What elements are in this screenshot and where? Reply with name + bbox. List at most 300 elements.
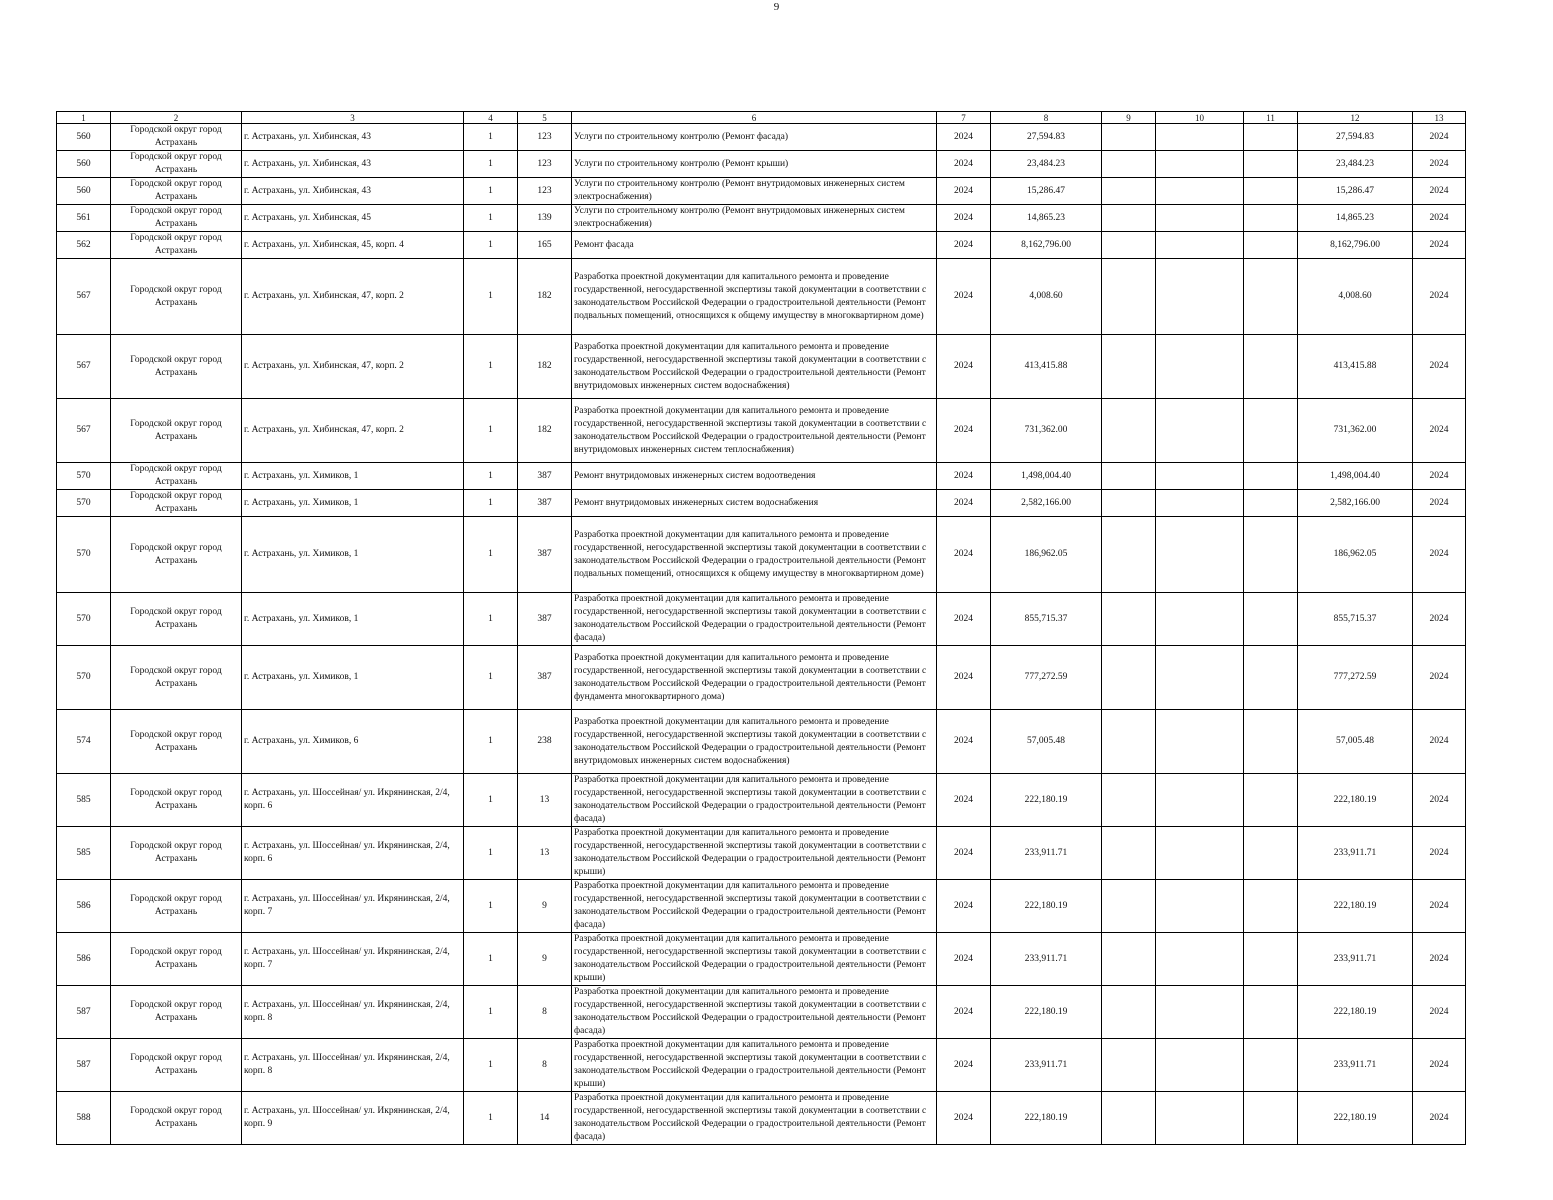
- column-4-cell: 1: [464, 1092, 518, 1145]
- column-11-cell: [1244, 399, 1298, 463]
- column-4-cell: 1: [464, 399, 518, 463]
- row-number-cell: 570: [57, 646, 111, 710]
- work-description-cell: Разработка проектной документации для капитального ремонта и проведение государственной, негосударственной экспертизы такой документации в соответствии с законодательством Российской Федерации о градостроительной деятельности (Ремонт фасада): [572, 986, 937, 1039]
- column-number-row: [57, 112, 1466, 124]
- work-description-cell: Услуги по строительному контролю (Ремонт внутридомовых инженерных систем электроснабжения): [572, 178, 937, 205]
- address-cell: г. Астрахань, ул. Химиков, 1: [242, 517, 464, 593]
- column-11-cell: [1244, 178, 1298, 205]
- municipality-cell: Городской округ город Астрахань: [111, 259, 242, 335]
- work-description-cell: Разработка проектной документации для капитального ремонта и проведение государственной, негосударственной экспертизы такой документации в соответствии с законодательством Российской Федерации о градостроительной деятельности (Ремонт фасада): [572, 774, 937, 827]
- column-13-cell: 2024: [1413, 986, 1466, 1039]
- column-header: 6: [572, 112, 937, 124]
- row-number-cell: 567: [57, 335, 111, 399]
- row-number-cell: 560: [57, 151, 111, 178]
- address-cell: г. Астрахань, ул. Шоссейная/ ул. Икрянинская, 2/4, корп. 7: [242, 880, 464, 933]
- column-10-cell: [1156, 205, 1244, 232]
- column-5-cell: 182: [518, 399, 572, 463]
- column-5-cell: 182: [518, 259, 572, 335]
- column-13-cell: 2024: [1413, 463, 1466, 490]
- year-cell: 2024: [937, 490, 991, 517]
- work-description-cell: Разработка проектной документации для капитального ремонта и проведение государственной, негосударственной экспертизы такой документации в соответствии с законодательством Российской Федерации о градостроительной деятельности (Ремонт фасада): [572, 1092, 937, 1145]
- table-row: [57, 646, 1466, 710]
- table-row: [57, 151, 1466, 178]
- column-12-cell: 413,415.88: [1298, 335, 1413, 399]
- table-row: [57, 490, 1466, 517]
- table-row: [57, 986, 1466, 1039]
- year-cell: 2024: [937, 259, 991, 335]
- column-12-cell: 222,180.19: [1298, 1092, 1413, 1145]
- table-row: [57, 205, 1466, 232]
- work-description-cell: Разработка проектной документации для капитального ремонта и проведение государственной, негосударственной экспертизы такой документации в соответствии с законодательством Российской Федерации о градостроительной деятельности (Ремонт крыши): [572, 1039, 937, 1092]
- column-9-cell: [1102, 124, 1156, 151]
- cost-cell: 186,962.05: [991, 517, 1102, 593]
- column-13-cell: 2024: [1413, 335, 1466, 399]
- table-row: [57, 774, 1466, 827]
- column-12-cell: 222,180.19: [1298, 986, 1413, 1039]
- table-row: [57, 827, 1466, 880]
- column-11-cell: [1244, 710, 1298, 774]
- municipality-cell: Городской округ город Астрахань: [111, 827, 242, 880]
- column-4-cell: 1: [464, 151, 518, 178]
- column-header: 12: [1298, 112, 1413, 124]
- row-number-cell: 587: [57, 1039, 111, 1092]
- cost-cell: 233,911.71: [991, 1039, 1102, 1092]
- year-cell: 2024: [937, 827, 991, 880]
- column-10-cell: [1156, 933, 1244, 986]
- table-row: [57, 1092, 1466, 1145]
- table-body: [57, 124, 1466, 1145]
- column-9-cell: [1102, 827, 1156, 880]
- column-5-cell: 9: [518, 933, 572, 986]
- column-11-cell: [1244, 593, 1298, 646]
- column-12-cell: 233,911.71: [1298, 1039, 1413, 1092]
- work-description-cell: Ремонт внутридомовых инженерных систем водоотведения: [572, 463, 937, 490]
- year-cell: 2024: [937, 986, 991, 1039]
- column-10-cell: [1156, 335, 1244, 399]
- column-12-cell: 14,865.23: [1298, 205, 1413, 232]
- row-number-cell: 570: [57, 593, 111, 646]
- column-10-cell: [1156, 646, 1244, 710]
- column-12-cell: 233,911.71: [1298, 933, 1413, 986]
- cost-cell: 2,582,166.00: [991, 490, 1102, 517]
- column-13-cell: 2024: [1413, 399, 1466, 463]
- column-4-cell: 1: [464, 232, 518, 259]
- year-cell: 2024: [937, 399, 991, 463]
- municipality-cell: Городской округ город Астрахань: [111, 232, 242, 259]
- work-description-cell: Ремонт фасада: [572, 232, 937, 259]
- column-11-cell: [1244, 646, 1298, 710]
- column-9-cell: [1102, 517, 1156, 593]
- address-cell: г. Астрахань, ул. Шоссейная/ ул. Икрянинская, 2/4, корп. 6: [242, 827, 464, 880]
- row-number-cell: 586: [57, 880, 111, 933]
- work-description-cell: Разработка проектной документации для капитального ремонта и проведение государственной, негосударственной экспертизы такой документации в соответствии с законодательством Российской Федерации о градостроительной деятельности (Ремонт фасада): [572, 880, 937, 933]
- table-row: [57, 517, 1466, 593]
- address-cell: г. Астрахань, ул. Шоссейная/ ул. Икрянинская, 2/4, корп. 6: [242, 774, 464, 827]
- column-11-cell: [1244, 463, 1298, 490]
- table-row: [57, 124, 1466, 151]
- address-cell: г. Астрахань, ул. Химиков, 6: [242, 710, 464, 774]
- row-number-cell: 586: [57, 933, 111, 986]
- cost-cell: 222,180.19: [991, 1092, 1102, 1145]
- work-description-cell: Разработка проектной документации для капитального ремонта и проведение государственной, негосударственной экспертизы такой документации в соответствии с законодательством Российской Федерации о градостроительной деятельности (Ремонт фундамента многоквартирного дома): [572, 646, 937, 710]
- column-12-cell: 57,005.48: [1298, 710, 1413, 774]
- row-number-cell: 588: [57, 1092, 111, 1145]
- work-description-cell: Разработка проектной документации для капитального ремонта и проведение государственной, негосударственной экспертизы такой документации в соответствии с законодательством Российской Федерации о градостроительной деятельности (Ремонт подвальных помещений, относящихся к общему имуществу в многоквартирном доме): [572, 259, 937, 335]
- cost-cell: 8,162,796.00: [991, 232, 1102, 259]
- municipality-cell: Городской округ город Астрахань: [111, 205, 242, 232]
- column-header: 7: [937, 112, 991, 124]
- cost-cell: 14,865.23: [991, 205, 1102, 232]
- address-cell: г. Астрахань, ул. Химиков, 1: [242, 646, 464, 710]
- column-10-cell: [1156, 1092, 1244, 1145]
- cost-cell: 23,484.23: [991, 151, 1102, 178]
- column-13-cell: 2024: [1413, 827, 1466, 880]
- column-5-cell: 8: [518, 986, 572, 1039]
- column-4-cell: 1: [464, 463, 518, 490]
- column-13-cell: 2024: [1413, 774, 1466, 827]
- cost-cell: 15,286.47: [991, 178, 1102, 205]
- column-13-cell: 2024: [1413, 517, 1466, 593]
- column-4-cell: 1: [464, 490, 518, 517]
- table-row: [57, 232, 1466, 259]
- row-number-cell: 562: [57, 232, 111, 259]
- column-9-cell: [1102, 1039, 1156, 1092]
- cost-cell: 222,180.19: [991, 880, 1102, 933]
- column-4-cell: 1: [464, 259, 518, 335]
- column-13-cell: 2024: [1413, 880, 1466, 933]
- table-row: [57, 593, 1466, 646]
- year-cell: 2024: [937, 933, 991, 986]
- column-9-cell: [1102, 646, 1156, 710]
- column-10-cell: [1156, 124, 1244, 151]
- column-header: 1: [57, 112, 111, 124]
- column-5-cell: 13: [518, 774, 572, 827]
- address-cell: г. Астрахань, ул. Хибинская, 43: [242, 151, 464, 178]
- address-cell: г. Астрахань, ул. Хибинская, 45: [242, 205, 464, 232]
- column-10-cell: [1156, 463, 1244, 490]
- column-header: 13: [1413, 112, 1466, 124]
- address-cell: г. Астрахань, ул. Химиков, 1: [242, 490, 464, 517]
- address-cell: г. Астрахань, ул. Химиков, 1: [242, 463, 464, 490]
- column-4-cell: 1: [464, 880, 518, 933]
- column-11-cell: [1244, 827, 1298, 880]
- table-row: [57, 335, 1466, 399]
- table-row: [57, 880, 1466, 933]
- row-number-cell: 561: [57, 205, 111, 232]
- year-cell: 2024: [937, 124, 991, 151]
- column-12-cell: 233,911.71: [1298, 827, 1413, 880]
- column-11-cell: [1244, 986, 1298, 1039]
- column-4-cell: 1: [464, 986, 518, 1039]
- column-5-cell: 9: [518, 880, 572, 933]
- column-11-cell: [1244, 124, 1298, 151]
- work-description-cell: Услуги по строительному контролю (Ремонт фасада): [572, 124, 937, 151]
- column-10-cell: [1156, 1039, 1244, 1092]
- column-10-cell: [1156, 151, 1244, 178]
- column-12-cell: 222,180.19: [1298, 774, 1413, 827]
- column-header: 8: [991, 112, 1102, 124]
- column-5-cell: 238: [518, 710, 572, 774]
- work-description-cell: Разработка проектной документации для капитального ремонта и проведение государственной, негосударственной экспертизы такой документации в соответствии с законодательством Российской Федерации о градостроительной деятельности (Ремонт внутридомовых инженерных систем водоснабжения): [572, 710, 937, 774]
- municipality-cell: Городской округ город Астрахань: [111, 593, 242, 646]
- column-10-cell: [1156, 259, 1244, 335]
- column-13-cell: 2024: [1413, 1039, 1466, 1092]
- column-11-cell: [1244, 232, 1298, 259]
- column-5-cell: 387: [518, 463, 572, 490]
- column-11-cell: [1244, 151, 1298, 178]
- municipality-cell: Городской округ город Астрахань: [111, 774, 242, 827]
- column-header: 11: [1244, 112, 1298, 124]
- row-number-cell: 585: [57, 827, 111, 880]
- column-12-cell: 186,962.05: [1298, 517, 1413, 593]
- table-row: [57, 399, 1466, 463]
- cost-cell: 222,180.19: [991, 986, 1102, 1039]
- column-13-cell: 2024: [1413, 710, 1466, 774]
- cost-cell: 222,180.19: [991, 774, 1102, 827]
- year-cell: 2024: [937, 1039, 991, 1092]
- column-10-cell: [1156, 490, 1244, 517]
- row-number-cell: 570: [57, 490, 111, 517]
- column-13-cell: 2024: [1413, 933, 1466, 986]
- municipality-cell: Городской округ город Астрахань: [111, 1092, 242, 1145]
- column-header: 3: [242, 112, 464, 124]
- address-cell: г. Астрахань, ул. Хибинская, 43: [242, 124, 464, 151]
- column-9-cell: [1102, 933, 1156, 986]
- year-cell: 2024: [937, 232, 991, 259]
- column-9-cell: [1102, 1092, 1156, 1145]
- column-9-cell: [1102, 986, 1156, 1039]
- year-cell: 2024: [937, 774, 991, 827]
- municipality-cell: Городской округ город Астрахань: [111, 178, 242, 205]
- year-cell: 2024: [937, 880, 991, 933]
- column-9-cell: [1102, 259, 1156, 335]
- column-10-cell: [1156, 710, 1244, 774]
- column-10-cell: [1156, 774, 1244, 827]
- column-10-cell: [1156, 880, 1244, 933]
- column-4-cell: 1: [464, 205, 518, 232]
- column-11-cell: [1244, 490, 1298, 517]
- year-cell: 2024: [937, 1092, 991, 1145]
- column-12-cell: 15,286.47: [1298, 178, 1413, 205]
- page-number: 9: [773, 1, 780, 13]
- column-9-cell: [1102, 232, 1156, 259]
- work-description-cell: Услуги по строительному контролю (Ремонт внутридомовых инженерных систем электроснабжения): [572, 205, 937, 232]
- column-10-cell: [1156, 178, 1244, 205]
- address-cell: г. Астрахань, ул. Хибинская, 45, корп. 4: [242, 232, 464, 259]
- column-4-cell: 1: [464, 593, 518, 646]
- table-row: [57, 463, 1466, 490]
- municipality-cell: Городской округ город Астрахань: [111, 490, 242, 517]
- column-13-cell: 2024: [1413, 178, 1466, 205]
- column-10-cell: [1156, 399, 1244, 463]
- municipality-cell: Городской округ город Астрахань: [111, 646, 242, 710]
- column-11-cell: [1244, 517, 1298, 593]
- row-number-cell: 560: [57, 178, 111, 205]
- year-cell: 2024: [937, 646, 991, 710]
- column-10-cell: [1156, 986, 1244, 1039]
- column-9-cell: [1102, 151, 1156, 178]
- municipality-cell: Городской округ город Астрахань: [111, 880, 242, 933]
- column-11-cell: [1244, 933, 1298, 986]
- column-header: 2: [111, 112, 242, 124]
- column-4-cell: 1: [464, 517, 518, 593]
- column-13-cell: 2024: [1413, 151, 1466, 178]
- column-9-cell: [1102, 710, 1156, 774]
- column-9-cell: [1102, 178, 1156, 205]
- column-13-cell: 2024: [1413, 259, 1466, 335]
- work-description-cell: Разработка проектной документации для капитального ремонта и проведение государственной, негосударственной экспертизы такой документации в соответствии с законодательством Российской Федерации о градостроительной деятельности (Ремонт крыши): [572, 933, 937, 986]
- year-cell: 2024: [937, 335, 991, 399]
- column-12-cell: 222,180.19: [1298, 880, 1413, 933]
- address-cell: г. Астрахань, ул. Хибинская, 47, корп. 2: [242, 399, 464, 463]
- work-description-cell: Разработка проектной документации для капитального ремонта и проведение государственной, негосударственной экспертизы такой документации в соответствии с законодательством Российской Федерации о градостроительной деятельности (Ремонт внутридомовых инженерных систем теплоснабжения): [572, 399, 937, 463]
- column-11-cell: [1244, 1039, 1298, 1092]
- column-10-cell: [1156, 593, 1244, 646]
- table-row: [57, 1039, 1466, 1092]
- column-12-cell: 8,162,796.00: [1298, 232, 1413, 259]
- address-cell: г. Астрахань, ул. Химиков, 1: [242, 593, 464, 646]
- column-5-cell: 8: [518, 1039, 572, 1092]
- column-13-cell: 2024: [1413, 205, 1466, 232]
- municipality-cell: Городской округ город Астрахань: [111, 399, 242, 463]
- row-number-cell: 570: [57, 463, 111, 490]
- column-5-cell: 123: [518, 124, 572, 151]
- column-11-cell: [1244, 880, 1298, 933]
- cost-cell: 4,008.60: [991, 259, 1102, 335]
- year-cell: 2024: [937, 463, 991, 490]
- row-number-cell: 567: [57, 259, 111, 335]
- row-number-cell: 585: [57, 774, 111, 827]
- table-row: [57, 710, 1466, 774]
- year-cell: 2024: [937, 593, 991, 646]
- column-13-cell: 2024: [1413, 593, 1466, 646]
- column-9-cell: [1102, 774, 1156, 827]
- cost-cell: 57,005.48: [991, 710, 1102, 774]
- column-4-cell: 1: [464, 1039, 518, 1092]
- column-5-cell: 387: [518, 646, 572, 710]
- address-cell: г. Астрахань, ул. Хибинская, 47, корп. 2: [242, 259, 464, 335]
- column-9-cell: [1102, 399, 1156, 463]
- column-11-cell: [1244, 259, 1298, 335]
- year-cell: 2024: [937, 710, 991, 774]
- address-cell: г. Астрахань, ул. Хибинская, 43: [242, 178, 464, 205]
- column-12-cell: 2,582,166.00: [1298, 490, 1413, 517]
- column-9-cell: [1102, 490, 1156, 517]
- cost-cell: 233,911.71: [991, 933, 1102, 986]
- column-5-cell: 123: [518, 151, 572, 178]
- row-number-cell: 570: [57, 517, 111, 593]
- column-4-cell: 1: [464, 124, 518, 151]
- column-10-cell: [1156, 827, 1244, 880]
- work-description-cell: Услуги по строительному контролю (Ремонт крыши): [572, 151, 937, 178]
- column-11-cell: [1244, 205, 1298, 232]
- address-cell: г. Астрахань, ул. Хибинская, 47, корп. 2: [242, 335, 464, 399]
- column-header: 5: [518, 112, 572, 124]
- column-13-cell: 2024: [1413, 646, 1466, 710]
- column-11-cell: [1244, 1092, 1298, 1145]
- cost-cell: 27,594.83: [991, 124, 1102, 151]
- column-11-cell: [1244, 774, 1298, 827]
- column-5-cell: 123: [518, 178, 572, 205]
- column-12-cell: 855,715.37: [1298, 593, 1413, 646]
- column-13-cell: 2024: [1413, 124, 1466, 151]
- municipality-cell: Городской округ город Астрахань: [111, 986, 242, 1039]
- column-5-cell: 165: [518, 232, 572, 259]
- column-4-cell: 1: [464, 646, 518, 710]
- column-5-cell: 182: [518, 335, 572, 399]
- column-12-cell: 1,498,004.40: [1298, 463, 1413, 490]
- column-5-cell: 387: [518, 490, 572, 517]
- municipality-cell: Городской округ город Астрахань: [111, 151, 242, 178]
- column-9-cell: [1102, 205, 1156, 232]
- column-12-cell: 27,594.83: [1298, 124, 1413, 151]
- year-cell: 2024: [937, 178, 991, 205]
- column-header: 9: [1102, 112, 1156, 124]
- row-number-cell: 587: [57, 986, 111, 1039]
- capital-repair-table: [56, 111, 1466, 1145]
- municipality-cell: Городской округ город Астрахань: [111, 1039, 242, 1092]
- cost-cell: 855,715.37: [991, 593, 1102, 646]
- work-description-cell: Разработка проектной документации для капитального ремонта и проведение государственной, негосударственной экспертизы такой документации в соответствии с законодательством Российской Федерации о градостроительной деятельности (Ремонт подвальных помещений, относящихся к общему имуществу в многоквартирном доме): [572, 517, 937, 593]
- table-row: [57, 178, 1466, 205]
- work-description-cell: Ремонт внутридомовых инженерных систем водоснабжения: [572, 490, 937, 517]
- table-row: [57, 933, 1466, 986]
- column-4-cell: 1: [464, 335, 518, 399]
- column-4-cell: 1: [464, 710, 518, 774]
- cost-cell: 413,415.88: [991, 335, 1102, 399]
- column-5-cell: 14: [518, 1092, 572, 1145]
- column-12-cell: 777,272.59: [1298, 646, 1413, 710]
- municipality-cell: Городской округ город Астрахань: [111, 463, 242, 490]
- column-12-cell: 23,484.23: [1298, 151, 1413, 178]
- column-4-cell: 1: [464, 178, 518, 205]
- work-description-cell: Разработка проектной документации для капитального ремонта и проведение государственной, негосударственной экспертизы такой документации в соответствии с законодательством Российской Федерации о градостроительной деятельности (Ремонт фасада): [572, 593, 937, 646]
- column-9-cell: [1102, 335, 1156, 399]
- municipality-cell: Городской округ город Астрахань: [111, 710, 242, 774]
- year-cell: 2024: [937, 151, 991, 178]
- year-cell: 2024: [937, 205, 991, 232]
- cost-cell: 233,911.71: [991, 827, 1102, 880]
- address-cell: г. Астрахань, ул. Шоссейная/ ул. Икрянинская, 2/4, корп. 8: [242, 1039, 464, 1092]
- column-4-cell: 1: [464, 827, 518, 880]
- municipality-cell: Городской округ город Астрахань: [111, 933, 242, 986]
- column-header: 4: [464, 112, 518, 124]
- municipality-cell: Городской округ город Астрахань: [111, 124, 242, 151]
- column-4-cell: 1: [464, 774, 518, 827]
- cost-cell: 731,362.00: [991, 399, 1102, 463]
- column-5-cell: 387: [518, 517, 572, 593]
- column-13-cell: 2024: [1413, 1092, 1466, 1145]
- column-4-cell: 1: [464, 933, 518, 986]
- column-12-cell: 731,362.00: [1298, 399, 1413, 463]
- column-11-cell: [1244, 335, 1298, 399]
- address-cell: г. Астрахань, ул. Шоссейная/ ул. Икрянинская, 2/4, корп. 9: [242, 1092, 464, 1145]
- column-10-cell: [1156, 517, 1244, 593]
- cost-cell: 1,498,004.40: [991, 463, 1102, 490]
- address-cell: г. Астрахань, ул. Шоссейная/ ул. Икрянинская, 2/4, корп. 7: [242, 933, 464, 986]
- year-cell: 2024: [937, 517, 991, 593]
- column-13-cell: 2024: [1413, 232, 1466, 259]
- column-9-cell: [1102, 463, 1156, 490]
- column-5-cell: 13: [518, 827, 572, 880]
- column-12-cell: 4,008.60: [1298, 259, 1413, 335]
- row-number-cell: 560: [57, 124, 111, 151]
- column-header: 10: [1156, 112, 1244, 124]
- row-number-cell: 574: [57, 710, 111, 774]
- work-description-cell: Разработка проектной документации для капитального ремонта и проведение государственной, негосударственной экспертизы такой документации в соответствии с законодательством Российской Федерации о градостроительной деятельности (Ремонт крыши): [572, 827, 937, 880]
- column-9-cell: [1102, 880, 1156, 933]
- column-5-cell: 387: [518, 593, 572, 646]
